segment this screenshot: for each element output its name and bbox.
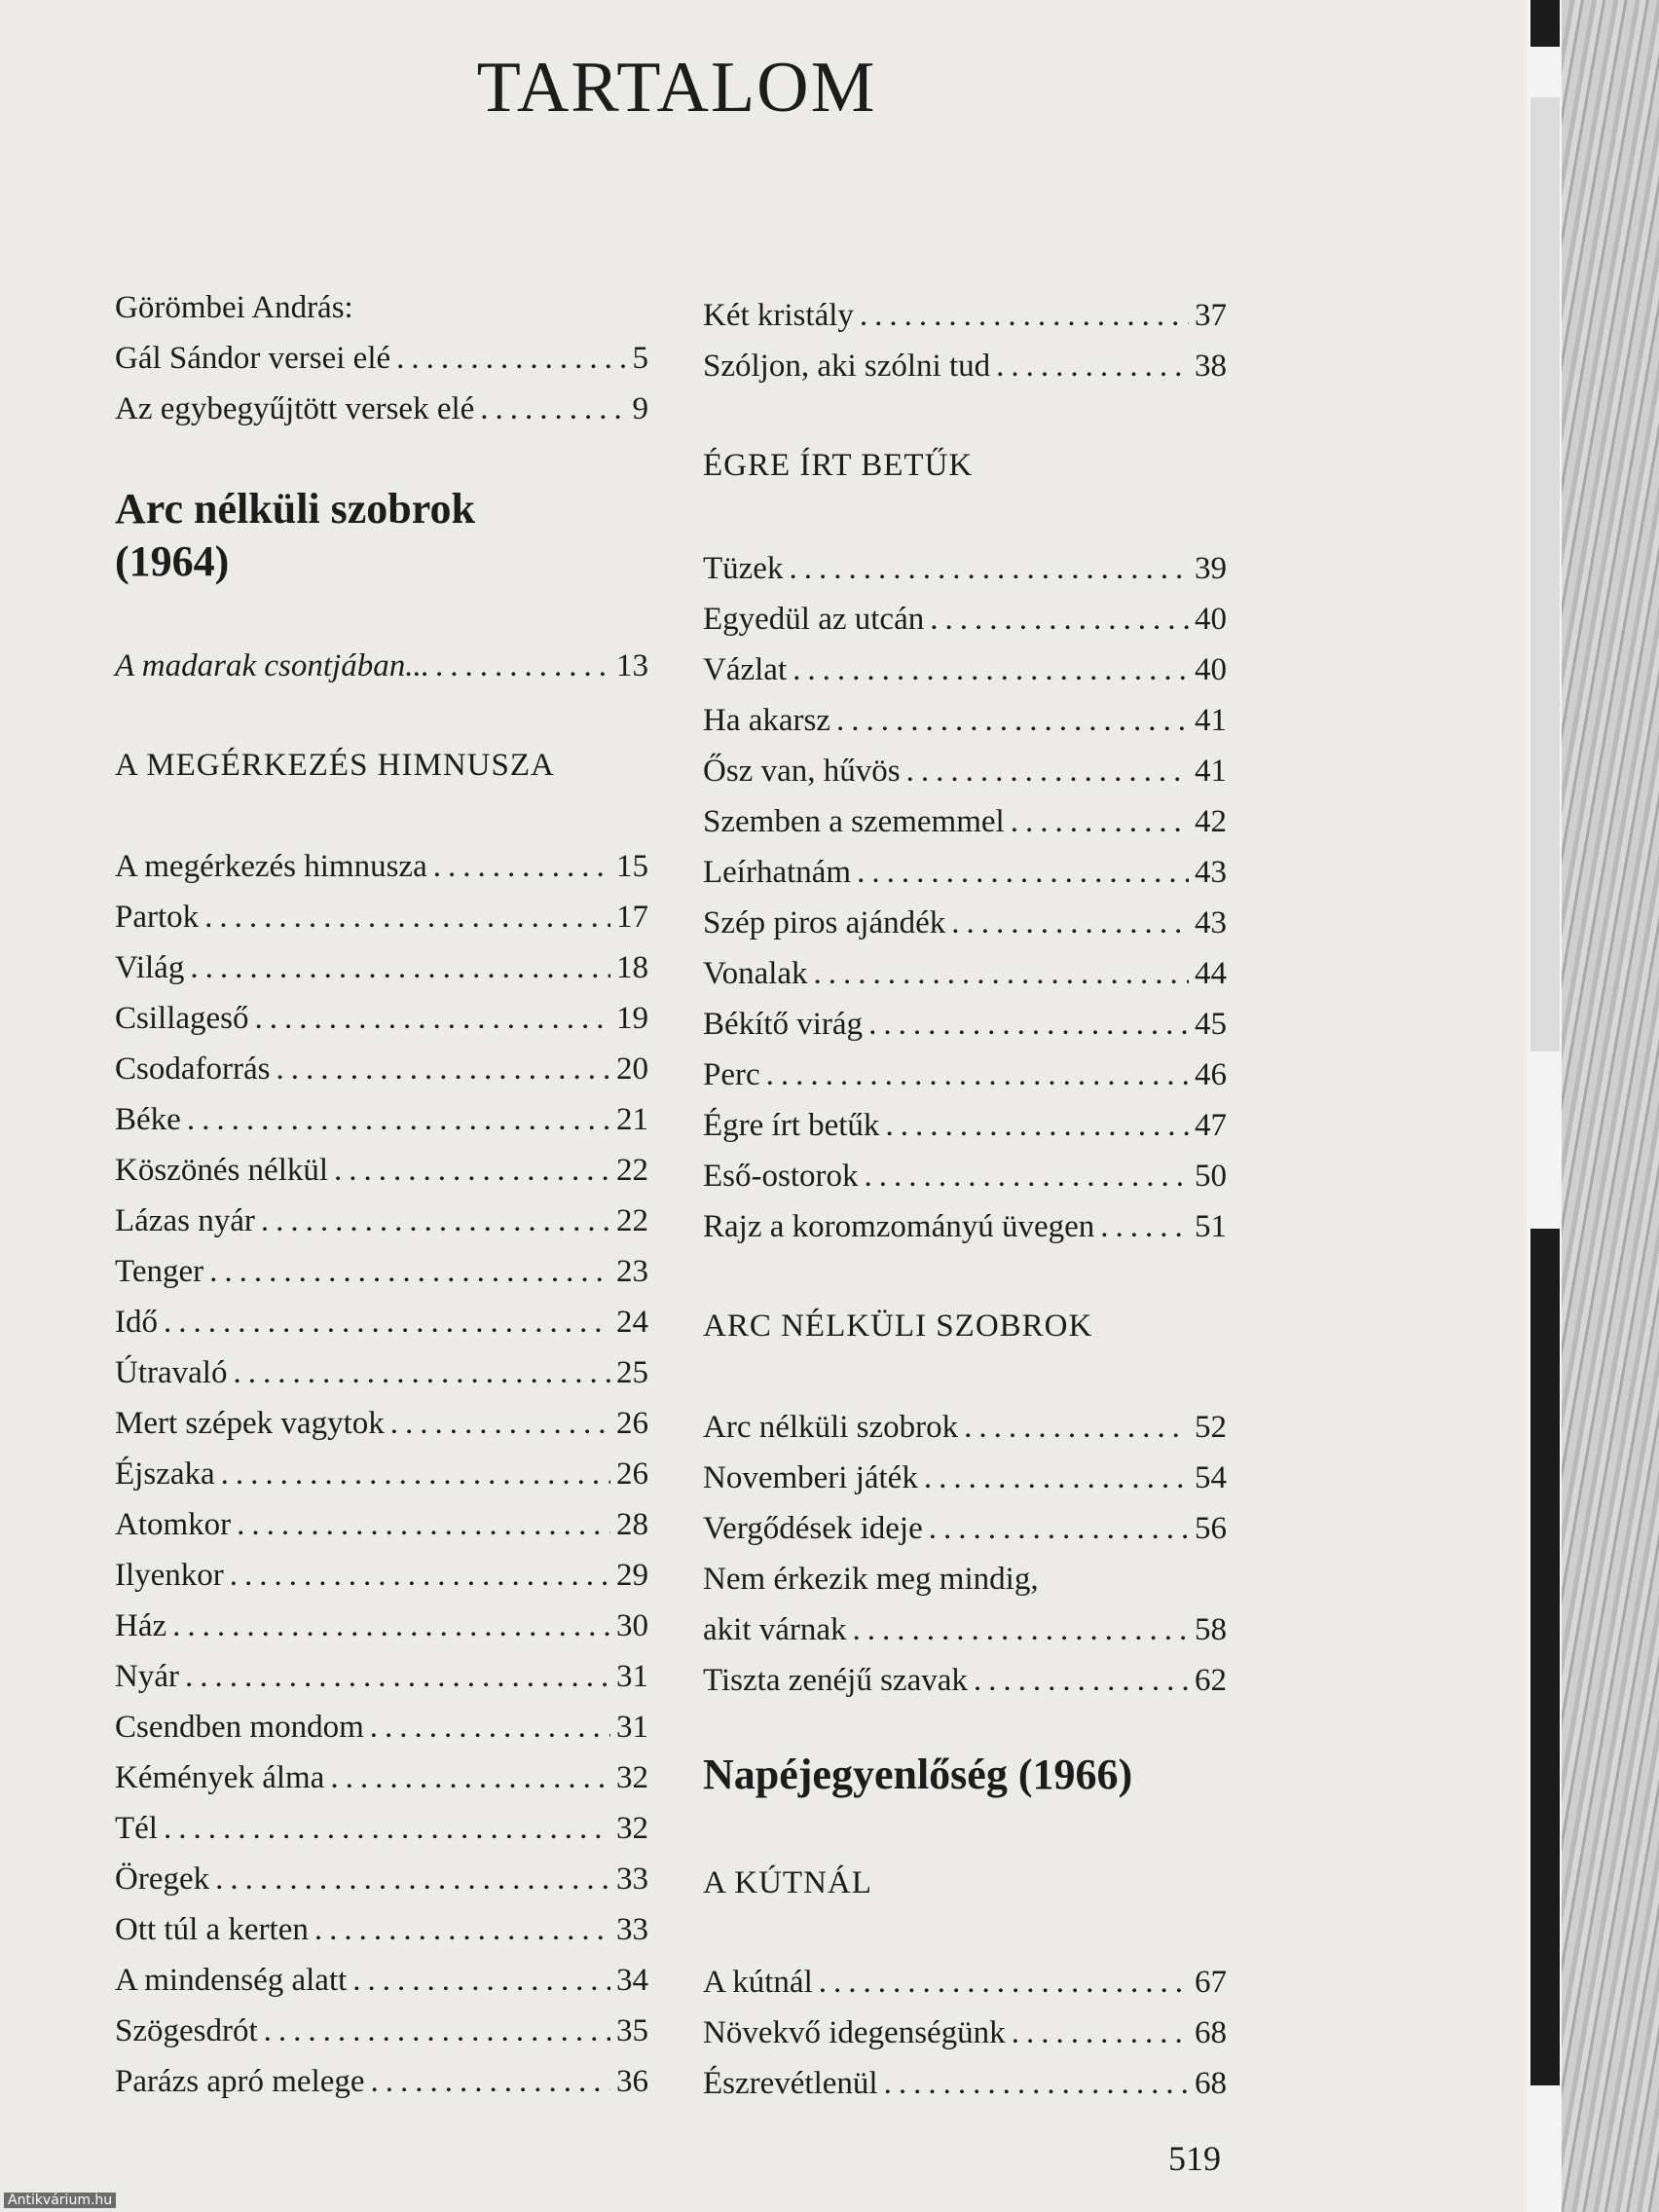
toc-entry: [703, 1663, 1227, 1699]
entry-page: 21: [616, 1102, 648, 1137]
entry-title: Egyedül az utcán: [703, 602, 925, 637]
dot-leader: [974, 1663, 1189, 1699]
entry-page: 36: [616, 2064, 648, 2099]
dot-leader: [352, 1963, 610, 1999]
entry-page: 24: [616, 1305, 648, 1340]
entry-title: Útravaló: [115, 1355, 228, 1390]
dot-leader: [185, 1659, 610, 1695]
dot-leader: [172, 1608, 610, 1644]
entry-title: A madarak csontjában...: [115, 648, 429, 683]
entry-page: 26: [616, 1456, 648, 1492]
entry-page: 19: [616, 1001, 648, 1036]
toc-entry: [115, 391, 648, 427]
toc-entry: [115, 341, 648, 377]
dot-leader: [929, 1511, 1189, 1547]
toc-entry: [115, 1406, 648, 1442]
entry-title: Szögesdrót: [115, 2013, 258, 2048]
book-edge-dark: [1530, 1229, 1560, 2085]
dot-leader: [164, 1305, 610, 1341]
entry-page: 33: [616, 1862, 648, 1897]
toc-entry: [703, 2066, 1227, 2102]
toc-entry: [115, 1659, 648, 1695]
entry-title: Vergődések ideje: [703, 1511, 923, 1546]
dot-leader: [255, 1001, 611, 1037]
entry-title: A megérkezés himnusza: [115, 849, 427, 884]
section-title: ARC NÉLKÜLI SZOBROK: [703, 1309, 1093, 1344]
entry-title: Növekvő idegenségünk: [703, 2015, 1006, 2050]
dot-leader: [237, 1507, 610, 1543]
toc-entry: [703, 1108, 1227, 1144]
entry-title: akit várnak: [703, 1612, 847, 1647]
entry-title: Partok: [115, 900, 200, 935]
toc-entry: [115, 1558, 648, 1594]
dot-leader: [868, 1007, 1189, 1043]
toc-entry: [115, 1305, 648, 1341]
entry-page: 67: [1195, 1965, 1227, 2000]
entry-title: Idő: [115, 1305, 158, 1340]
toc-entry: [703, 1410, 1227, 1446]
entry-title: Szép piros ajándék: [703, 905, 946, 940]
toc-entry: [703, 652, 1227, 688]
dot-leader: [1012, 2015, 1189, 2051]
dot-leader: [204, 900, 610, 936]
dot-leader: [371, 2064, 610, 2100]
entry-title: Leírhatnám: [703, 855, 852, 890]
entry-title: Csodaforrás: [115, 1051, 271, 1087]
entry-page: 28: [616, 1507, 648, 1542]
section-title: A MEGÉRKEZÉS HIMNUSZA: [115, 748, 555, 783]
entry-title: Tenger: [115, 1254, 204, 1289]
entry-title: Tiszta zenéjű szavak: [703, 1663, 968, 1698]
entry-page: 5: [632, 341, 648, 376]
entry-page: 45: [1195, 1007, 1227, 1042]
dot-leader: [819, 1965, 1189, 2001]
toc-entry-motto: [115, 648, 648, 684]
dot-leader: [1011, 804, 1189, 840]
toc-entry: [115, 1760, 648, 1796]
dot-leader: [215, 1862, 610, 1898]
book-edge-light: [1530, 97, 1560, 1051]
entry-title: Köszönés nélkül: [115, 1153, 329, 1188]
toc-entry: [703, 754, 1227, 790]
entry-title: Mert szépek vagytok: [115, 1406, 385, 1441]
dot-leader: [190, 950, 610, 986]
entry-page: 13: [616, 648, 648, 683]
entry-title: Tüzek: [703, 551, 784, 586]
entry-page: 58: [1195, 1612, 1227, 1647]
toc-entry: [115, 1102, 648, 1138]
dot-leader: [906, 754, 1189, 790]
toc-entry: [703, 703, 1227, 739]
dot-leader: [314, 1912, 610, 1948]
dot-leader: [836, 703, 1189, 739]
entry-page: 56: [1195, 1511, 1227, 1546]
entry-page: 41: [1195, 703, 1227, 738]
entry-title: Ott túl a kerten: [115, 1912, 309, 1947]
entry-page: 47: [1195, 1108, 1227, 1143]
entry-title: Perc: [703, 1057, 760, 1092]
entry-page: 35: [616, 2013, 648, 2048]
entry-title: Béke: [115, 1102, 181, 1137]
book-heading-year: (1964): [115, 537, 230, 585]
entry-page: 32: [616, 1811, 648, 1846]
entry-title: Ha akarsz: [703, 703, 831, 738]
entry-title: Tél: [115, 1811, 158, 1846]
entry-title: Békítő virág: [703, 1007, 864, 1042]
dot-leader: [164, 1811, 610, 1847]
dot-leader: [233, 1355, 610, 1391]
entry-title: Égre írt betűk: [703, 1108, 880, 1143]
dot-leader: [884, 2066, 1189, 2102]
entry-page: 50: [1195, 1159, 1227, 1194]
entry-title: Ősz van, hűvös: [703, 754, 901, 789]
dot-leader: [1100, 1209, 1189, 1245]
entry-title: Novemberi játék: [703, 1460, 918, 1495]
dot-leader: [433, 849, 610, 885]
toc-entry: [703, 298, 1227, 334]
entry-title: Eső-ostorok: [703, 1159, 859, 1194]
dot-leader: [330, 1760, 610, 1796]
dot-leader: [261, 1203, 610, 1239]
toc-entry: [703, 956, 1227, 992]
toc-entry: [703, 804, 1227, 840]
toc-entry: [115, 1710, 648, 1746]
entry-page: 32: [616, 1760, 648, 1795]
entry-page: 40: [1195, 602, 1227, 637]
toc-entry: [703, 1007, 1227, 1043]
dot-leader: [390, 1406, 610, 1442]
toc-entry: [115, 849, 648, 885]
dot-leader: [209, 1254, 610, 1290]
dot-leader: [766, 1057, 1189, 1093]
entry-title: Kémények álma: [115, 1760, 325, 1795]
dot-leader: [860, 298, 1189, 334]
toc-entry: [115, 1507, 648, 1543]
entry-title: Lázas nyár: [115, 1203, 255, 1238]
entry-page: 38: [1195, 349, 1227, 384]
entry-page: 44: [1195, 956, 1227, 991]
entry-page: 17: [616, 900, 648, 935]
entry-title: Nyár: [115, 1659, 179, 1694]
dot-leader: [996, 349, 1189, 385]
entry-page: 31: [616, 1710, 648, 1745]
toc-entry: [703, 1057, 1227, 1093]
entry-page: 43: [1195, 855, 1227, 890]
entry-page: 30: [616, 1608, 648, 1643]
dot-leader: [814, 956, 1189, 992]
toc-entry: [703, 1460, 1227, 1496]
toc-entry: [703, 1965, 1227, 2001]
entry-page: 39: [1195, 551, 1227, 586]
entry-page: 68: [1195, 2066, 1227, 2101]
toc-entry: [703, 1511, 1227, 1547]
entry-page: 23: [616, 1254, 648, 1289]
dot-leader: [396, 341, 626, 377]
toc-entry: [115, 1811, 648, 1847]
entry-title: Atomkor: [115, 1507, 232, 1542]
toc-entry: [115, 2064, 648, 2100]
entry-title: Vonalak: [703, 956, 808, 991]
entry-title: Öregek: [115, 1862, 210, 1897]
entry-title: Csillageső: [115, 1001, 249, 1036]
section-title: A KÚTNÁL: [703, 1865, 872, 1900]
page-number: 519: [1168, 2139, 1221, 2178]
entry-page: 29: [616, 1558, 648, 1593]
toc-entry: [703, 2015, 1227, 2051]
dot-leader: [885, 1108, 1189, 1144]
toc-entry: [115, 1355, 648, 1391]
entry-title: A mindenség alatt: [115, 1963, 348, 1998]
entry-title: Ilyenkor: [115, 1558, 224, 1593]
dot-leader: [930, 602, 1189, 638]
book-heading-title: Arc nélküli szobrok: [115, 485, 475, 533]
entry-page: 26: [616, 1406, 648, 1441]
toc-entry: [115, 2013, 648, 2049]
entry-page: 25: [616, 1355, 648, 1390]
dot-leader: [370, 1710, 610, 1746]
page-title: TARTALOM: [476, 48, 877, 128]
dot-leader: [221, 1456, 610, 1493]
toc-entry: [703, 905, 1227, 941]
entry-page: 22: [616, 1203, 648, 1238]
toc-entry: [115, 1963, 648, 1999]
entry-title: Gál Sándor versei elé: [115, 341, 391, 376]
toc-entry: [703, 1209, 1227, 1245]
entry-page: 18: [616, 950, 648, 985]
dot-leader: [951, 905, 1189, 941]
entry-title: Éjszaka: [115, 1456, 215, 1492]
entry-title: Ház: [115, 1608, 167, 1643]
toc-entry: [115, 1001, 648, 1037]
entry-title: Vázlat: [703, 652, 788, 687]
entry-title: Két kristály: [703, 298, 854, 333]
entry-page: 52: [1195, 1410, 1227, 1445]
dot-leader: [853, 1612, 1189, 1648]
book-heading: Napéjegyenlőség (1966): [703, 1751, 1133, 1798]
dot-leader: [334, 1153, 610, 1189]
dot-leader: [964, 1410, 1189, 1446]
dot-leader: [793, 652, 1189, 688]
entry-page: 46: [1195, 1057, 1227, 1092]
entry-page: 68: [1195, 2015, 1227, 2050]
toc-entry: [115, 1912, 648, 1948]
entry-title: Parázs apró melege: [115, 2064, 365, 2099]
entry-page: 54: [1195, 1460, 1227, 1495]
entry-title: Észrevétlenül: [703, 2066, 878, 2101]
entry-page: 51: [1195, 1209, 1227, 1244]
book-edge-dark: [1530, 0, 1560, 47]
watermark: Antikvárium.hu: [4, 2193, 116, 2208]
dot-leader: [230, 1558, 610, 1594]
toc-entry: [115, 1203, 648, 1239]
entry-page: 33: [616, 1912, 648, 1947]
toc-entry: [703, 602, 1227, 638]
entry-page: 43: [1195, 905, 1227, 940]
toc-entry: [115, 900, 648, 936]
section-title: ÉGRE ÍRT BETŰK: [703, 448, 974, 483]
toc-entry: [115, 1608, 648, 1644]
toc-entry: [703, 855, 1227, 891]
dot-leader: [789, 551, 1189, 587]
entry-title-line1: Nem érkezik meg mindig,: [703, 1562, 1039, 1597]
entry-page: 9: [632, 391, 648, 426]
entry-page: 37: [1195, 298, 1227, 333]
entry-page: 62: [1195, 1663, 1227, 1698]
entry-page: 40: [1195, 652, 1227, 687]
entry-title: Szóljon, aki szólni tud: [703, 349, 991, 384]
toc-entry: [115, 1254, 648, 1290]
author-line: Görömbei András:: [115, 290, 353, 325]
toc-entry: [703, 1612, 1227, 1648]
entry-title: Az egybegyűjtött versek elé: [115, 391, 475, 426]
dot-leader: [924, 1460, 1189, 1496]
entry-page: 42: [1195, 804, 1227, 839]
toc-entry: [115, 1051, 648, 1088]
entry-title: Csendben mondom: [115, 1710, 364, 1745]
toc-entry: [115, 1153, 648, 1189]
dot-leader: [857, 855, 1189, 891]
entry-page: 15: [616, 849, 648, 884]
toc-entry: [703, 1159, 1227, 1195]
entry-page: 22: [616, 1153, 648, 1188]
toc-entry: [115, 1456, 648, 1493]
dot-leader: [187, 1102, 610, 1138]
book-heading: [115, 483, 475, 588]
dot-leader: [276, 1051, 610, 1088]
entry-page: 41: [1195, 754, 1227, 789]
toc-entry: [703, 349, 1227, 385]
entry-title: Szemben a szememmel: [703, 804, 1005, 839]
entry-title: A kútnál: [703, 1965, 813, 2000]
toc-entry: [115, 1862, 648, 1898]
entry-page: 31: [616, 1659, 648, 1694]
entry-page: 34: [616, 1963, 648, 1998]
entry-title: Világ: [115, 950, 185, 985]
entry-page: 20: [616, 1051, 648, 1087]
dot-leader: [264, 2013, 610, 2049]
dot-leader: [480, 391, 626, 427]
toc-entry: [703, 551, 1227, 587]
dot-leader: [435, 648, 610, 684]
entry-title: Arc nélküli szobrok: [703, 1410, 959, 1445]
toc-entry: [115, 950, 648, 986]
dot-leader: [865, 1159, 1190, 1195]
entry-title: Rajz a koromzományú üvegen: [703, 1209, 1095, 1244]
